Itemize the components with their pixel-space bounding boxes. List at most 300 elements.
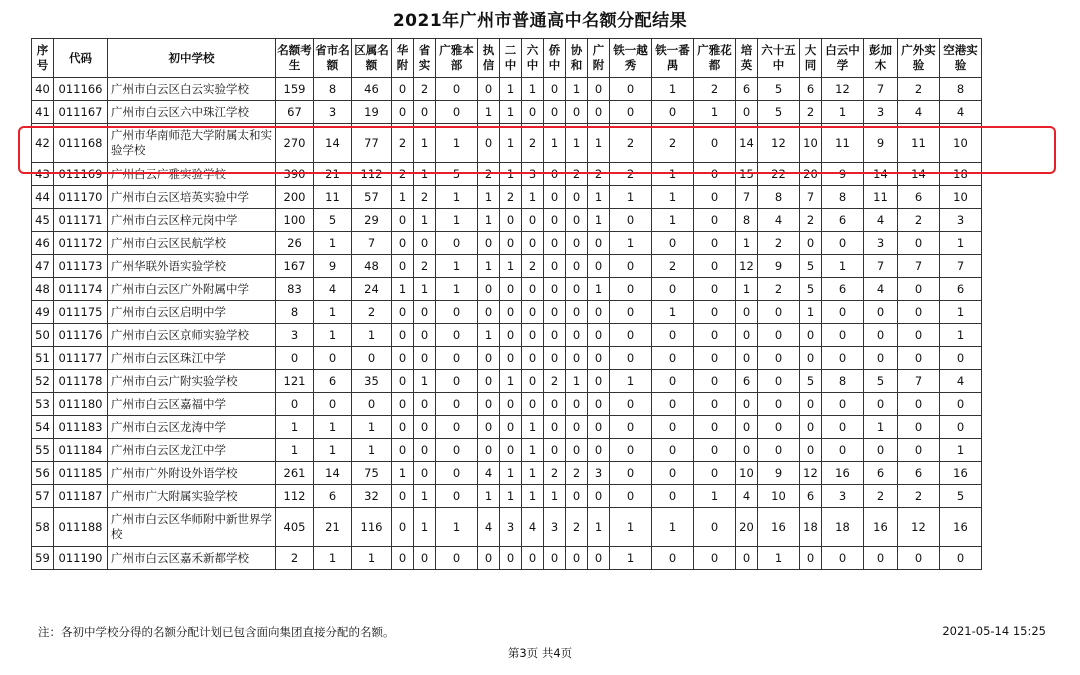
table-cell: 0 <box>544 439 566 462</box>
table-cell: 0 <box>392 78 414 101</box>
table-cell: 0 <box>392 255 414 278</box>
school-name-cell: 广州市白云区梓元岗中学 <box>108 209 276 232</box>
table-cell: 405 <box>276 508 314 547</box>
table-cell: 0 <box>566 255 588 278</box>
table-cell: 6 <box>822 209 864 232</box>
table-cell: 1 <box>478 324 500 347</box>
table-cell: 0 <box>822 232 864 255</box>
table-cell: 0 <box>566 547 588 570</box>
table-cell: 1 <box>822 101 864 124</box>
table-cell: 0 <box>566 393 588 416</box>
table-cell: 6 <box>800 78 822 101</box>
table-cell: 0 <box>588 370 610 393</box>
table-row <box>32 324 982 347</box>
table-cell: 011166 <box>54 78 108 101</box>
table-cell: 54 <box>32 416 54 439</box>
table-header-row <box>32 39 982 78</box>
table-cell: 0 <box>610 101 652 124</box>
table-cell: 0 <box>500 209 522 232</box>
table-row <box>32 393 982 416</box>
table-cell: 1 <box>436 124 478 163</box>
table-cell: 0 <box>500 393 522 416</box>
table-cell: 0 <box>610 416 652 439</box>
table-cell: 11 <box>898 124 940 163</box>
table-cell: 12 <box>758 124 800 163</box>
table-cell: 0 <box>694 232 736 255</box>
table-cell: 0 <box>500 301 522 324</box>
table-cell: 0 <box>414 101 436 124</box>
table-row <box>32 124 982 163</box>
table-cell: 0 <box>314 347 352 370</box>
table-cell: 1 <box>694 101 736 124</box>
school-name-cell: 广州市白云区启明中学 <box>108 301 276 324</box>
table-cell: 49 <box>32 301 54 324</box>
table-cell: 12 <box>822 78 864 101</box>
table-cell: 1 <box>588 186 610 209</box>
table-cell: 1 <box>522 416 544 439</box>
table-cell: 0 <box>392 370 414 393</box>
table-cell: 0 <box>436 347 478 370</box>
table-cell: 11 <box>314 186 352 209</box>
table-cell: 0 <box>898 439 940 462</box>
table-cell: 011171 <box>54 209 108 232</box>
table-cell: 1 <box>500 485 522 508</box>
table-cell: 1 <box>588 124 610 163</box>
table-row <box>32 278 982 301</box>
table-cell: 7 <box>940 255 982 278</box>
table-cell: 0 <box>500 439 522 462</box>
table-cell: 0 <box>522 278 544 301</box>
table-cell: 1 <box>314 232 352 255</box>
table-cell: 0 <box>588 232 610 255</box>
table-cell: 011172 <box>54 232 108 255</box>
table-cell: 8 <box>822 370 864 393</box>
table-cell: 0 <box>500 547 522 570</box>
table-cell: 4 <box>940 370 982 393</box>
table-cell: 011175 <box>54 301 108 324</box>
table-cell: 4 <box>898 101 940 124</box>
table-cell: 7 <box>800 186 822 209</box>
table-cell: 0 <box>544 416 566 439</box>
table-cell: 0 <box>822 547 864 570</box>
timestamp: 2021-05-14 15:25 <box>942 624 1046 638</box>
table-cell: 2 <box>414 78 436 101</box>
table-cell: 46 <box>32 232 54 255</box>
column-header: 铁一番禺 <box>652 39 694 78</box>
table-cell: 1 <box>352 547 392 570</box>
column-header: 铁一越秀 <box>610 39 652 78</box>
table-cell: 6 <box>736 370 758 393</box>
table-cell: 14 <box>864 163 898 186</box>
table-cell: 1 <box>352 416 392 439</box>
table-cell: 0 <box>694 370 736 393</box>
table-cell: 200 <box>276 186 314 209</box>
table-cell: 48 <box>352 255 392 278</box>
table-cell: 0 <box>694 186 736 209</box>
school-name-cell: 广州市广大附属实验学校 <box>108 485 276 508</box>
table-cell: 5 <box>314 209 352 232</box>
table-cell: 0 <box>436 324 478 347</box>
table-cell: 18 <box>822 508 864 547</box>
table-cell: 1 <box>436 209 478 232</box>
table-cell: 2 <box>898 209 940 232</box>
table-cell: 12 <box>736 255 758 278</box>
table-cell: 9 <box>758 255 800 278</box>
table-cell: 1 <box>736 278 758 301</box>
table-cell: 011174 <box>54 278 108 301</box>
table-cell: 0 <box>694 547 736 570</box>
school-name-cell: 广州白云广雅实验学校 <box>108 163 276 186</box>
table-cell: 0 <box>522 393 544 416</box>
table-cell: 1 <box>414 278 436 301</box>
table-cell: 43 <box>32 163 54 186</box>
table-cell: 1 <box>566 124 588 163</box>
table-cell: 0 <box>392 301 414 324</box>
table-cell: 0 <box>758 324 800 347</box>
table-cell: 0 <box>544 78 566 101</box>
table-cell: 0 <box>898 278 940 301</box>
table-cell: 5 <box>800 255 822 278</box>
table-cell: 0 <box>652 462 694 485</box>
table-cell: 0 <box>414 439 436 462</box>
table-cell: 1 <box>500 101 522 124</box>
table-row <box>32 439 982 462</box>
column-header: 六中 <box>522 39 544 78</box>
table-cell: 0 <box>800 547 822 570</box>
table-cell: 0 <box>588 347 610 370</box>
table-cell: 8 <box>736 209 758 232</box>
table-cell: 6 <box>314 485 352 508</box>
table-cell: 0 <box>736 416 758 439</box>
table-cell: 7 <box>898 370 940 393</box>
school-name-cell: 广州市白云区华师附中新世界学校 <box>108 508 276 547</box>
table-cell: 1 <box>414 485 436 508</box>
table-cell: 0 <box>652 416 694 439</box>
table-cell: 0 <box>652 347 694 370</box>
table-cell: 0 <box>940 393 982 416</box>
table-cell: 16 <box>940 508 982 547</box>
table-cell: 011185 <box>54 462 108 485</box>
table-cell: 5 <box>758 101 800 124</box>
table-cell: 0 <box>522 547 544 570</box>
table-cell: 2 <box>566 163 588 186</box>
table-cell: 1 <box>414 508 436 547</box>
table-cell: 1 <box>652 301 694 324</box>
table-cell: 2 <box>276 547 314 570</box>
table-cell: 0 <box>898 232 940 255</box>
table-cell: 0 <box>800 416 822 439</box>
table-cell: 0 <box>436 78 478 101</box>
table-cell: 0 <box>436 393 478 416</box>
table-cell: 0 <box>800 347 822 370</box>
table-cell: 1 <box>314 439 352 462</box>
table-cell: 4 <box>478 462 500 485</box>
table-cell: 0 <box>414 232 436 255</box>
table-cell: 0 <box>544 163 566 186</box>
table-cell: 0 <box>392 101 414 124</box>
table-cell: 0 <box>800 324 822 347</box>
table-cell: 0 <box>566 101 588 124</box>
table-cell: 0 <box>436 439 478 462</box>
table-cell: 7 <box>864 255 898 278</box>
table-cell: 0 <box>800 393 822 416</box>
table-cell: 0 <box>522 209 544 232</box>
table-cell: 2 <box>544 370 566 393</box>
school-name-cell: 广州市广外附设外语学校 <box>108 462 276 485</box>
table-cell: 46 <box>352 78 392 101</box>
table-cell: 0 <box>436 232 478 255</box>
column-header: 侨中 <box>544 39 566 78</box>
table-cell: 167 <box>276 255 314 278</box>
table-cell: 0 <box>864 324 898 347</box>
table-cell: 0 <box>478 393 500 416</box>
table-cell: 011167 <box>54 101 108 124</box>
table-cell: 0 <box>544 278 566 301</box>
table-cell: 0 <box>500 232 522 255</box>
school-name-cell: 广州市白云区嘉福中学 <box>108 393 276 416</box>
table-cell: 0 <box>694 439 736 462</box>
school-name-cell: 广州市白云区嘉禾新都学校 <box>108 547 276 570</box>
table-cell: 32 <box>352 485 392 508</box>
table-cell: 0 <box>864 547 898 570</box>
table-cell: 261 <box>276 462 314 485</box>
table-cell: 0 <box>610 347 652 370</box>
table-cell: 0 <box>610 393 652 416</box>
table-cell: 1 <box>500 124 522 163</box>
table-cell: 2 <box>898 78 940 101</box>
table-cell: 6 <box>864 462 898 485</box>
table-cell: 4 <box>864 278 898 301</box>
table-cell: 0 <box>566 485 588 508</box>
table-cell: 0 <box>652 485 694 508</box>
table-cell: 0 <box>436 370 478 393</box>
table-cell: 0 <box>478 78 500 101</box>
table-cell: 0 <box>758 370 800 393</box>
table-cell: 35 <box>352 370 392 393</box>
table-cell: 2 <box>414 255 436 278</box>
column-header: 广附 <box>588 39 610 78</box>
table-cell: 29 <box>352 209 392 232</box>
table-cell: 0 <box>610 255 652 278</box>
table-cell: 0 <box>898 393 940 416</box>
table-cell: 0 <box>566 232 588 255</box>
table-cell: 011176 <box>54 324 108 347</box>
table-cell: 011178 <box>54 370 108 393</box>
table-cell: 0 <box>652 370 694 393</box>
table-cell: 0 <box>898 301 940 324</box>
table-cell: 0 <box>414 301 436 324</box>
table-cell: 0 <box>736 393 758 416</box>
column-header: 省市名额 <box>314 39 352 78</box>
table-cell: 0 <box>392 209 414 232</box>
table-cell: 47 <box>32 255 54 278</box>
table-cell: 0 <box>414 347 436 370</box>
table-cell: 0 <box>940 547 982 570</box>
table-cell: 0 <box>822 393 864 416</box>
school-name-cell: 广州市白云区广外附属中学 <box>108 278 276 301</box>
table-cell: 42 <box>32 124 54 163</box>
table-cell: 1 <box>610 508 652 547</box>
table-cell: 1 <box>566 370 588 393</box>
table-cell: 0 <box>864 301 898 324</box>
table-row <box>32 78 982 101</box>
table-cell: 116 <box>352 508 392 547</box>
table-cell: 0 <box>694 124 736 163</box>
table-cell: 0 <box>694 163 736 186</box>
table-cell: 0 <box>392 508 414 547</box>
table-cell: 0 <box>436 416 478 439</box>
table-cell: 6 <box>736 78 758 101</box>
column-header: 区属名额 <box>352 39 392 78</box>
table-cell: 0 <box>694 508 736 547</box>
table-cell: 0 <box>822 324 864 347</box>
table-cell: 0 <box>694 416 736 439</box>
table-cell: 0 <box>544 255 566 278</box>
table-cell: 0 <box>436 485 478 508</box>
table-cell: 6 <box>940 278 982 301</box>
table-cell: 0 <box>566 324 588 347</box>
table-cell: 0 <box>694 209 736 232</box>
table-cell: 2 <box>610 124 652 163</box>
table-cell: 1 <box>314 547 352 570</box>
table-cell: 0 <box>414 324 436 347</box>
table-cell: 6 <box>822 278 864 301</box>
table-cell: 0 <box>544 232 566 255</box>
table-cell: 5 <box>940 485 982 508</box>
table-cell: 0 <box>652 324 694 347</box>
table-cell: 1 <box>436 186 478 209</box>
table-cell: 0 <box>392 324 414 347</box>
table-cell: 4 <box>758 209 800 232</box>
table-cell: 5 <box>758 78 800 101</box>
table-cell: 51 <box>32 347 54 370</box>
table-cell: 1 <box>652 186 694 209</box>
table-cell: 2 <box>800 101 822 124</box>
table-cell: 0 <box>736 101 758 124</box>
table-cell: 0 <box>736 547 758 570</box>
table-cell: 0 <box>588 324 610 347</box>
table-cell: 1 <box>276 416 314 439</box>
table-cell: 2 <box>352 301 392 324</box>
table-row <box>32 370 982 393</box>
table-cell: 0 <box>392 439 414 462</box>
table-cell: 0 <box>522 347 544 370</box>
table-cell: 0 <box>652 278 694 301</box>
table-cell: 0 <box>588 255 610 278</box>
table-cell: 0 <box>414 416 436 439</box>
table-cell: 0 <box>392 232 414 255</box>
table-row <box>32 186 982 209</box>
table-cell: 0 <box>736 324 758 347</box>
table-cell: 0 <box>436 547 478 570</box>
table-cell: 2 <box>414 186 436 209</box>
table-cell: 1 <box>522 186 544 209</box>
table-row <box>32 163 982 186</box>
table-cell: 52 <box>32 370 54 393</box>
table-cell: 14 <box>314 124 352 163</box>
table-cell: 1 <box>522 485 544 508</box>
table-cell: 1 <box>478 101 500 124</box>
table-cell: 0 <box>694 462 736 485</box>
table-cell: 0 <box>610 209 652 232</box>
table-cell: 1 <box>414 209 436 232</box>
table-cell: 57 <box>352 186 392 209</box>
table-cell: 1 <box>610 370 652 393</box>
table-cell: 2 <box>800 209 822 232</box>
table-cell: 0 <box>436 462 478 485</box>
table-cell: 0 <box>694 347 736 370</box>
table-cell: 0 <box>610 462 652 485</box>
column-header: 白云中学 <box>822 39 864 78</box>
table-cell: 10 <box>758 485 800 508</box>
table-cell: 2 <box>610 163 652 186</box>
table-cell: 8 <box>314 78 352 101</box>
table-cell: 14 <box>314 462 352 485</box>
table-cell: 270 <box>276 124 314 163</box>
table-cell: 1 <box>652 78 694 101</box>
table-cell: 2 <box>898 485 940 508</box>
table-cell: 1 <box>352 439 392 462</box>
table-row <box>32 255 982 278</box>
table-cell: 0 <box>610 439 652 462</box>
table-row <box>32 347 982 370</box>
table-cell: 14 <box>898 163 940 186</box>
allocation-table <box>31 38 982 570</box>
table-cell: 0 <box>588 393 610 416</box>
table-cell: 1 <box>522 462 544 485</box>
column-header: 代码 <box>54 39 108 78</box>
table-row <box>32 101 982 124</box>
table-cell: 1 <box>566 78 588 101</box>
table-cell: 0 <box>566 439 588 462</box>
table-cell: 1 <box>610 186 652 209</box>
table-cell: 011169 <box>54 163 108 186</box>
table-cell: 59 <box>32 547 54 570</box>
table-cell: 0 <box>352 347 392 370</box>
table-cell: 0 <box>864 439 898 462</box>
table-cell: 3 <box>544 508 566 547</box>
table-cell: 2 <box>758 232 800 255</box>
table-cell: 58 <box>32 508 54 547</box>
table-cell: 0 <box>610 278 652 301</box>
table-cell: 0 <box>436 301 478 324</box>
table-cell: 2 <box>392 124 414 163</box>
table-cell: 6 <box>800 485 822 508</box>
table-cell: 9 <box>314 255 352 278</box>
table-cell: 011183 <box>54 416 108 439</box>
table-cell: 9 <box>758 462 800 485</box>
school-name-cell: 广州市白云区京师实验学校 <box>108 324 276 347</box>
table-cell: 2 <box>758 278 800 301</box>
table-cell: 0 <box>276 393 314 416</box>
table-cell: 2 <box>566 462 588 485</box>
table-cell: 011184 <box>54 439 108 462</box>
table-cell: 0 <box>864 393 898 416</box>
school-name-cell: 广州市白云区培英实验中学 <box>108 186 276 209</box>
column-header: 六十五中 <box>758 39 800 78</box>
table-cell: 1 <box>500 163 522 186</box>
table-cell: 14 <box>736 124 758 163</box>
table-cell: 4 <box>522 508 544 547</box>
table-cell: 0 <box>588 547 610 570</box>
table-cell: 1 <box>694 485 736 508</box>
table-cell: 2 <box>694 78 736 101</box>
table-cell: 11 <box>864 186 898 209</box>
table-cell: 1 <box>414 370 436 393</box>
table-cell: 1 <box>652 163 694 186</box>
table-cell: 1 <box>522 78 544 101</box>
table-cell: 2 <box>652 255 694 278</box>
